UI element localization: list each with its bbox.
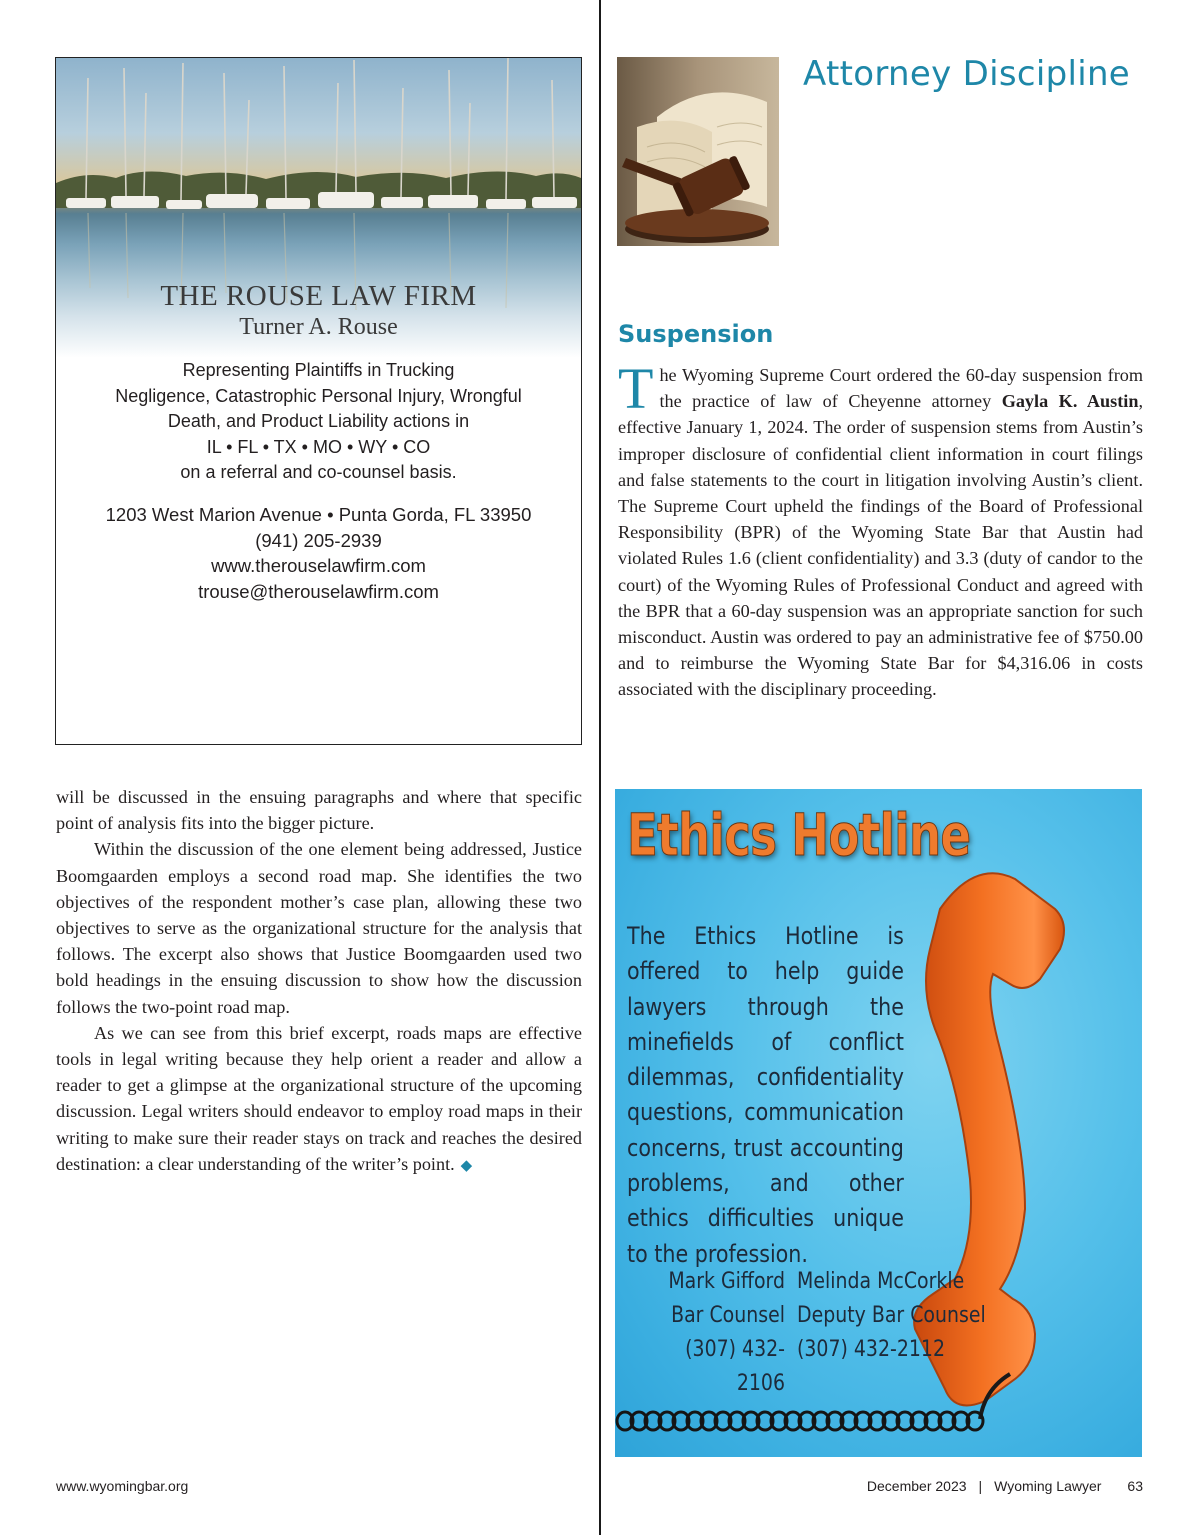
article-paragraph: will be discussed in the ensuing paragraphs and where that specific point of analysis fits into the bigger picture. [56, 787, 582, 834]
hotline-description: The Ethics Hotline is offered to help guide lawyers through the minefields of conflict dilemmas, confidentiality questions, communication concerns, trust accounting problems, and other ethics difficulties unique to the profession. [627, 922, 904, 1268]
gavel-photo [617, 57, 779, 246]
footer-date: December 2023 [866, 1478, 967, 1494]
marina-photo [56, 58, 581, 358]
attorney-name-bold: Gayla K. Austin [1001, 391, 1139, 412]
article-paragraph [56, 1020, 582, 1179]
suspension-paragraph [618, 356, 1143, 703]
contact-role: Deputy Bar Counsel [797, 1303, 986, 1328]
contact-phone[interactable]: (307) 432-2106 [685, 1337, 785, 1396]
contact-name: Melinda McCorkle [797, 1269, 965, 1294]
contact-bar-counsel [639, 1265, 785, 1401]
ad-description-line: Death, and Product Liability actions in [167, 411, 470, 431]
ad-contact [56, 502, 581, 604]
article-paragraph-text: As we can see from this brief excerpt, roads maps are effective tools in legal writing because they help orient a reader and allow a reader to get a glimpse at the organizational structure of the upcoming discussion. Legal writers should endeavor to employ road maps in their writing to make sure their reader stays on track and reaches the desired destination: a clear understanding of the writer’s point. [56, 1022, 582, 1174]
footer-separator: | [978, 1478, 983, 1494]
page-number: 63 [1127, 1478, 1143, 1494]
ad-phone: (941) 205-2939 [255, 529, 382, 551]
footer-website-link[interactable]: www.wyomingbar.org [56, 1478, 189, 1494]
suspension-text: he Wyoming Supreme Court ordered the 60-day suspension from the practice of law of Cheyenne attorney [659, 365, 1143, 412]
footer-publication-info [867, 1478, 1143, 1494]
suspension-text: , effective January 1, 2024. The order of suspension stems from Austin’s improper disclosure of confidential client information in court filings and false statements to the court in litigation involving Austin’s client. The Supreme Court upheld the findings of the Board of Professional Responsibility (BPR) of the Wyoming State Bar that Austin had violated Rules 1.6 (client confidentiality) and 3.3 (duty of candor to the court) of the Wyoming Rules of Professional Conduct and agreed with the BPR that a 60-day suspension was an appropriate sanction for such misconduct. Austin was ordered to pay an administrative fee of $750.00 and to reimburse the Wyoming State Bar for $4,316.06 in costs associated with the disciplinary proceeding. [618, 391, 1143, 700]
hotline-title: Ethics Hotline [627, 801, 971, 869]
footer-publication: Wyoming Lawyer [994, 1478, 1102, 1494]
suspension-subhead: Suspension [618, 320, 774, 348]
article-paragraph: Within the discussion of the one element being addressed, Justice Boomgaarden employs a second road map. She identifies the two objectives of the respondent mother’s case plan, allowing these two objectives to serve as the organizational structure for the analysis that follows. The excerpt also shows that Justice Boomgaarden used two bold headings in the ensuing discussion to show how the discussion follows the two-point road map. [56, 839, 582, 1017]
left-article [56, 784, 582, 1179]
contact-deputy-bar-counsel [797, 1265, 995, 1367]
ad-description-line: on a referral and co-counsel basis. [180, 462, 457, 482]
ad-description-line: Negligence, Catastrophic Personal Injury, Wrongful [115, 385, 522, 406]
attorney-name: Turner A. Rouse [239, 314, 398, 340]
ad-website-link[interactable]: www.therouselawfirm.com [211, 555, 426, 576]
ad-description-line: Representing Plaintiffs in Trucking [182, 360, 455, 380]
suspension-article [618, 356, 1143, 703]
gavel-illustration [617, 57, 779, 246]
contact-name: Mark Gifford [668, 1269, 785, 1294]
ad-address: 1203 West Marion Avenue • Punta Gorda, FL 33950 [105, 504, 532, 525]
ad-email-link[interactable]: trouse@therouselawfirm.com [198, 580, 439, 602]
marina-illustration [56, 58, 581, 358]
column-divider [599, 0, 601, 1535]
drop-cap: T [618, 356, 654, 421]
ethics-hotline-ad [615, 789, 1142, 1457]
rouse-law-firm-ad [55, 57, 582, 745]
firm-name: THE ROUSE LAW FIRM [160, 280, 477, 312]
diamond-icon: ◆ [460, 1157, 473, 1174]
contact-phone[interactable]: (307) 432-2112 [797, 1337, 945, 1362]
section-title: Attorney Discipline [803, 54, 1131, 94]
ad-description-line: IL • FL • TX • MO • WY • CO [206, 436, 431, 457]
ad-description [56, 358, 581, 486]
contact-role: Bar Counsel [671, 1303, 785, 1328]
